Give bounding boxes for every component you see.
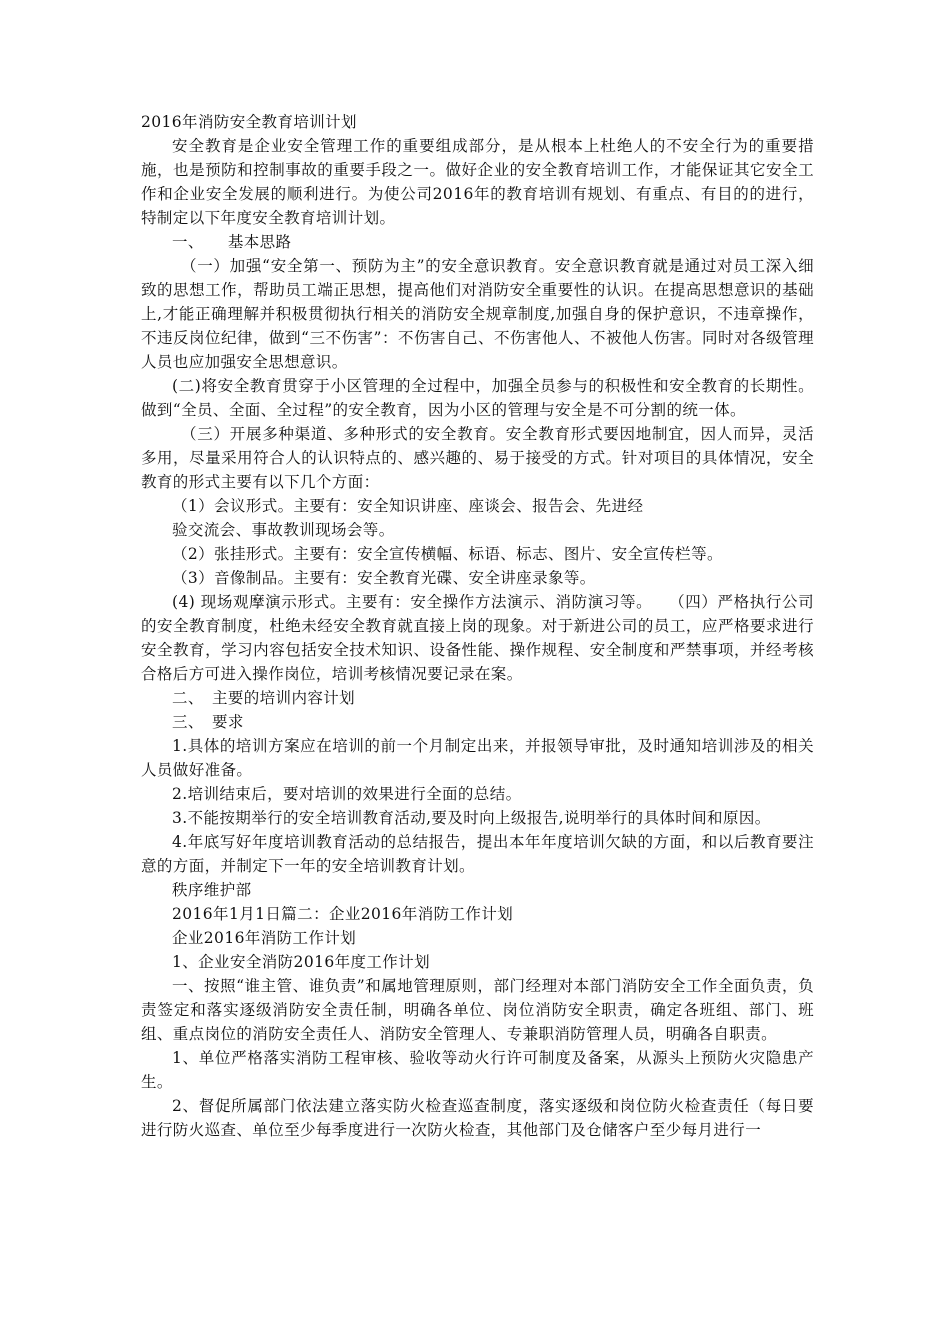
section-heading-2: 二、 主要的培训内容计划 bbox=[172, 689, 356, 707]
list-item-1b: 验交流会、事故教训现场会等。 bbox=[172, 521, 395, 539]
second-document-title: 企业2016年消防工作计划 bbox=[172, 929, 357, 947]
paragraph-item-2: (二)将安全教育贯穿于小区管理的全过程中，加强全员参与的积极性和安全教育的长期性。做到“全员、全面、全过程”的安全教育，因为小区的管理与安全是不可分割的统一体。 bbox=[141, 377, 814, 419]
second-paragraph-1: 一、按照“谁主管、谁负责”和属地管理原则，部门经理对本部门消防安全工作全面负责，负责签定和落实逐级消防安全责任制，明确各单位、岗位消防安全职责，确定各班组、部门、班组、重点岗位的消防安全责任人、消防安全管理人、专兼职消防管理人员，明确各自职责。 bbox=[141, 977, 814, 1043]
list-item-3: （3）音像制品。主要有：安全教育光碟、安全讲座录象等。 bbox=[172, 569, 596, 587]
requirement-3: 3.不能按期举行的安全培训教育活动,要及时向上级报告,说明举行的具体时间和原因。 bbox=[172, 809, 771, 827]
section-heading-1: 一、 基本思路 bbox=[172, 233, 292, 251]
list-item-4: (4) 现场观摩演示形式。主要有：安全操作方法演示、消防演习等。 （四）严格执行公司的安全教育制度，杜绝未经安全教育就直接上岗的现象。对于新进公司的员工，应严格要求进行安全教育，学习内容包括安全技术知识、设备性能、操作规程、安全制度和严禁事项，并经考核合格后方可进入操作岗位，培训考核情况要记录在案。 bbox=[141, 593, 814, 683]
requirement-1: 1.具体的培训方案应在培训的前一个月制定出来，并报领导审批，及时通知培训涉及的相关人员做好准备。 bbox=[141, 737, 814, 779]
date-and-next-title: 2016年1月1日篇二：企业2016年消防工作计划 bbox=[172, 905, 514, 923]
second-paragraph-3: 2、督促所属部门依法建立落实防火检查巡查制度，落实逐级和岗位防火检查责任（每日要进行防火巡查、单位至少每季度进行一次防火检查，其他部门及仓储客户至少每月进行一 bbox=[141, 1097, 814, 1139]
document-page bbox=[141, 110, 814, 1142]
section-heading-3: 三、 要求 bbox=[172, 713, 244, 731]
second-paragraph-2: 1、单位严格落实消防工程审核、验收等动火行许可制度及备案，从源头上预防火灾隐患产生。 bbox=[141, 1049, 814, 1091]
requirement-2: 2.培训结束后，要对培训的效果进行全面的总结。 bbox=[172, 785, 522, 803]
document-title: 2016年消防安全教育培训计划 bbox=[141, 113, 357, 131]
signature-department: 秩序维护部 bbox=[172, 881, 252, 899]
list-item-2: （2）张挂形式。主要有：安全宣传横幅、标语、标志、图片、安全宣传栏等。 bbox=[172, 545, 723, 563]
requirement-4: 4.年底写好年度培训教育活动的总结报告，提出本年年度培训欠缺的方面，和以后教育要注意的方面，并制定下一年的安全培训教育计划。 bbox=[141, 833, 814, 875]
paragraph-item-1: （一）加强“安全第一、预防为主”的安全意识教育。安全意识教育就是通过对员工深入细致的思想工作，帮助员工端正思想，提高他们对消防安全重要性的认识。在提高思想意识的基础上,才能正确理解并积极贯彻执行相关的消防安全规章制度,加强自身的保护意识，不违章操作，不违反岗位纪律，做到“三不伤害”：不伤害自己、不伤害他人、不被他人伤害。同时对各级管理人员也应加强安全思想意识。 bbox=[141, 257, 814, 371]
intro-paragraph: 安全教育是企业安全管理工作的重要组成部分，是从根本上杜绝人的不安全行为的重要措施，也是预防和控制事故的重要手段之一。做好企业的安全教育培训工作，才能保证其它安全工作和企业安全发展的顺利进行。为使公司2016年的教育培训有规划、有重点、有目的的进行，特制定以下年度安全教育培训计划。 bbox=[141, 137, 814, 227]
paragraph-item-3: （三）开展多种渠道、多种形式的安全教育。安全教育形式要因地制宜，因人而异，灵活多用，尽量采用符合人的认识特点的、感兴趣的、易于接受的方式。针对项目的具体情况，安全教育的形式主要有以下几个方面： bbox=[141, 425, 814, 491]
list-item-1a: （1）会议形式。主要有：安全知识讲座、座谈会、报告会、先进经 bbox=[172, 497, 644, 515]
second-section-heading: 1、企业安全消防2016年度工作计划 bbox=[172, 953, 431, 971]
